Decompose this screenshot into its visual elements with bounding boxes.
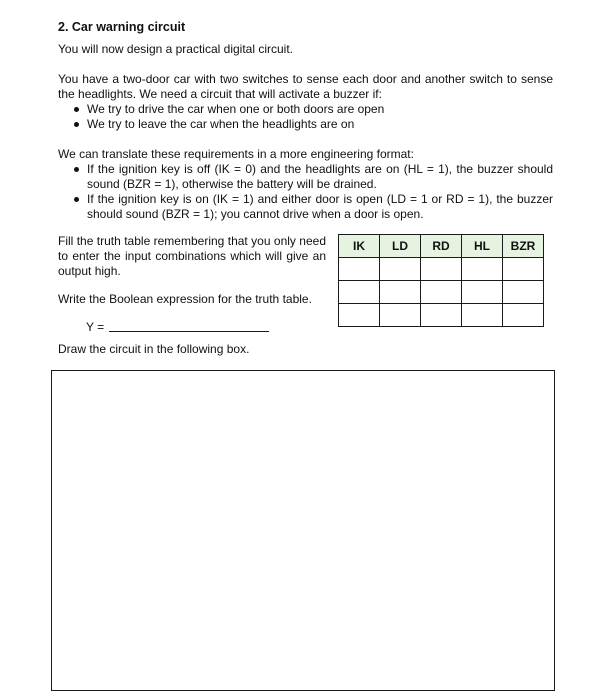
table-cell[interactable] bbox=[462, 304, 503, 327]
boolean-instruction: Write the Boolean expression for the truth table. bbox=[58, 292, 312, 306]
circuit-drawing-box[interactable] bbox=[51, 370, 555, 691]
condition-item: We try to drive the car when one or both doors are open bbox=[72, 102, 553, 117]
engineering-item: If the ignition key is off (IK = 0) and the headlights are on (HL = 1), the buzzer should sound (BZR = 1), otherwise the battery will be drained. bbox=[72, 162, 553, 192]
intro-text: You will now design a practical digital circuit. bbox=[58, 42, 294, 56]
condition-list bbox=[72, 102, 553, 132]
header-hl: HL bbox=[462, 235, 503, 258]
table-cell[interactable] bbox=[503, 258, 544, 281]
table-cell[interactable] bbox=[339, 281, 380, 304]
header-ld: LD bbox=[380, 235, 421, 258]
engineering-item: If the ignition key is on (IK = 1) and either door is open (LD = 1 or RD = 1), the buzzer should sound (BZR = 1); you cannot drive when a door is open. bbox=[72, 192, 553, 222]
translate-intro: We can translate these requirements in a more engineering format: bbox=[58, 147, 414, 161]
truth-table-header-row bbox=[339, 235, 544, 258]
table-cell[interactable] bbox=[339, 258, 380, 281]
truth-table bbox=[338, 234, 544, 327]
table-row bbox=[339, 281, 544, 304]
table-cell[interactable] bbox=[462, 281, 503, 304]
draw-instruction: Draw the circuit in the following box. bbox=[58, 342, 250, 356]
problem-statement: You have a two-door car with two switches to sense each door and another switch to sense the headlights. We need a circuit that will activate a buzzer if: bbox=[58, 72, 553, 101]
table-cell[interactable] bbox=[503, 304, 544, 327]
fill-instruction: Fill the truth table remembering that you only need to enter the input combinations which will give an output high. bbox=[58, 234, 326, 278]
section-title: 2. Car warning circuit bbox=[58, 20, 186, 34]
answer-line[interactable] bbox=[109, 331, 269, 332]
table-row bbox=[339, 304, 544, 327]
table-cell[interactable] bbox=[380, 258, 421, 281]
table-cell[interactable] bbox=[503, 281, 544, 304]
engineering-list bbox=[72, 162, 553, 222]
table-cell[interactable] bbox=[421, 281, 462, 304]
y-label: Y = bbox=[86, 320, 105, 334]
header-ik: IK bbox=[339, 235, 380, 258]
table-cell[interactable] bbox=[421, 304, 462, 327]
header-rd: RD bbox=[421, 235, 462, 258]
table-cell[interactable] bbox=[421, 258, 462, 281]
table-cell[interactable] bbox=[380, 304, 421, 327]
table-cell[interactable] bbox=[380, 281, 421, 304]
header-bzr: BZR bbox=[503, 235, 544, 258]
table-row bbox=[339, 258, 544, 281]
table-cell[interactable] bbox=[339, 304, 380, 327]
condition-item: We try to leave the car when the headlights are on bbox=[72, 117, 553, 132]
table-cell[interactable] bbox=[462, 258, 503, 281]
